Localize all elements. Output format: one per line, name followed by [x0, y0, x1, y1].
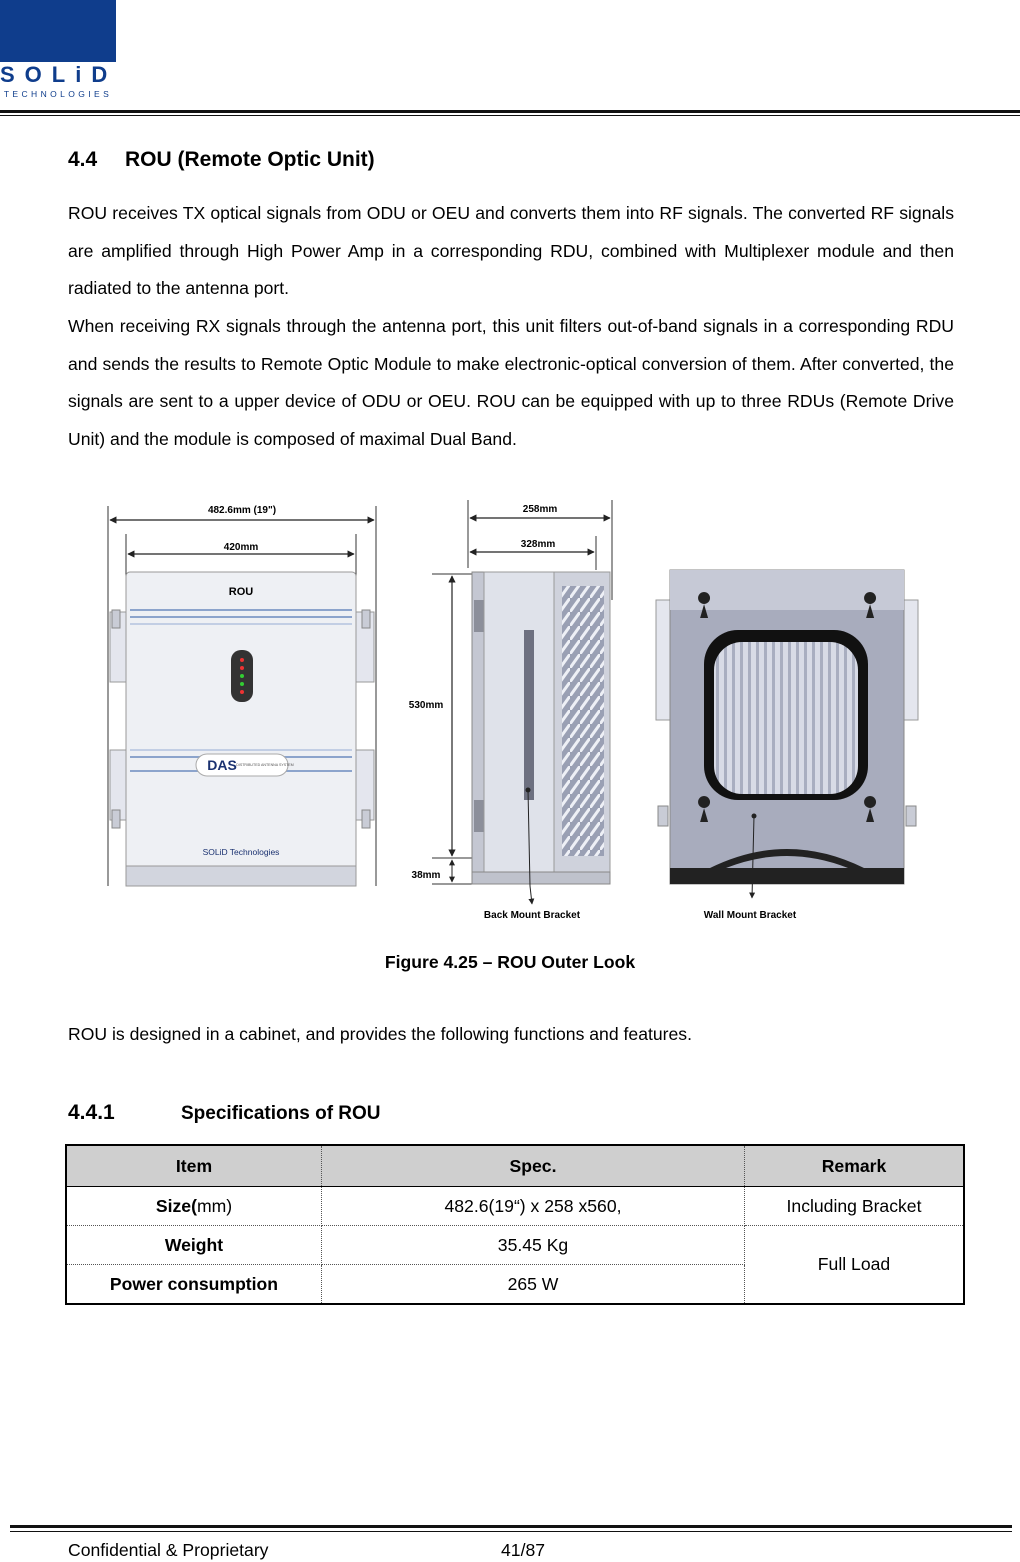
logo-block	[0, 0, 116, 62]
item-label: Size(	[155, 1195, 197, 1216]
dim-depth-inner: 328mm	[520, 539, 556, 550]
dim-width-total: 482.6mm (19")	[207, 505, 277, 516]
header-rule-thin	[0, 115, 1020, 116]
cell-spec: 35.45 Kg	[322, 1226, 745, 1265]
header-remark: Remark	[745, 1145, 965, 1187]
wall-bracket-label: Wall Mount Bracket	[703, 910, 797, 921]
side-view	[409, 500, 612, 921]
subsection-heading	[68, 1101, 381, 1125]
subsection-number: 4.4.1	[68, 1101, 115, 1124]
header-item: Item	[66, 1145, 322, 1187]
paragraph-1: ROU receives TX optical signals from ODU or OEU and converts them into RF signals. The converted RF signals are amplified through High Power Amp in a corresponding RDU, combined with Multiplexer module and then radiated to the antenna port.	[68, 203, 954, 298]
dim-height: 530mm	[408, 700, 444, 711]
logo-subtitle: TECHNOLOGIES	[3, 89, 113, 99]
paragraph-2: When receiving RX signals through the antenna port, this unit filters out-of-band signals in a corresponding RDU and sends the results to Remote Optic Module to make electronic-optical conversion of them. After converted, the signals are sent to a upper device of ODU or OEU. ROU can be equipped with up to three RDUs (Remote Drive Unit) and the module is composed of maximal Dual Band.	[68, 316, 954, 449]
item-label: Weight	[164, 1234, 224, 1255]
cell-item	[66, 1226, 322, 1265]
front-label: ROU	[228, 586, 254, 598]
logo-wordmark: SOLiD	[0, 62, 118, 87]
cell-remark: Including Bracket	[745, 1187, 965, 1226]
cell-item	[66, 1187, 322, 1226]
figure-caption: Figure 4.25 – ROU Outer Look	[384, 952, 636, 972]
company-logo	[0, 0, 116, 100]
spec-table	[65, 1144, 965, 1305]
cell-spec: 265 W	[322, 1265, 745, 1305]
subsection-title: Specifications of ROU	[181, 1103, 381, 1124]
section-title: ROU (Remote Optic Unit)	[125, 148, 375, 171]
dim-depth-total: 258mm	[522, 504, 558, 515]
item-unit: mm)	[196, 1195, 233, 1216]
back-view	[656, 570, 918, 921]
cell-item	[66, 1265, 322, 1305]
table-row	[66, 1187, 964, 1226]
footer-rule	[10, 1525, 1012, 1528]
section-number: 4.4	[68, 148, 98, 171]
section-heading	[68, 148, 375, 172]
das-label: DAS	[207, 757, 237, 773]
item-label: Power consumption	[109, 1273, 279, 1294]
rou-figure	[100, 500, 920, 928]
front-view	[108, 505, 376, 886]
back-bracket-label: Back Mount Bracket	[483, 910, 581, 921]
das-sub: DISTRIBUTED ANTENNA SYSTEM	[236, 763, 294, 767]
footer-rule-thin	[10, 1531, 1012, 1532]
paragraph-3: ROU is designed in a cabinet, and provides the following functions and features.	[68, 1024, 692, 1044]
header-spec: Spec.	[322, 1145, 745, 1187]
cell-spec: 482.6(19“) x 258 x560,	[322, 1187, 745, 1226]
page-number: 41/87	[501, 1540, 546, 1560]
table-row	[66, 1226, 964, 1265]
dim-width-inner: 420mm	[223, 542, 259, 553]
footer-confidential: Confidential & Proprietary	[68, 1540, 269, 1560]
brand-label: SOLiD Technologies	[202, 847, 280, 857]
table-header-row	[66, 1145, 964, 1187]
cell-remark: Full Load	[745, 1226, 965, 1305]
header-rule	[0, 110, 1020, 113]
dim-bottom: 38mm	[411, 870, 441, 881]
